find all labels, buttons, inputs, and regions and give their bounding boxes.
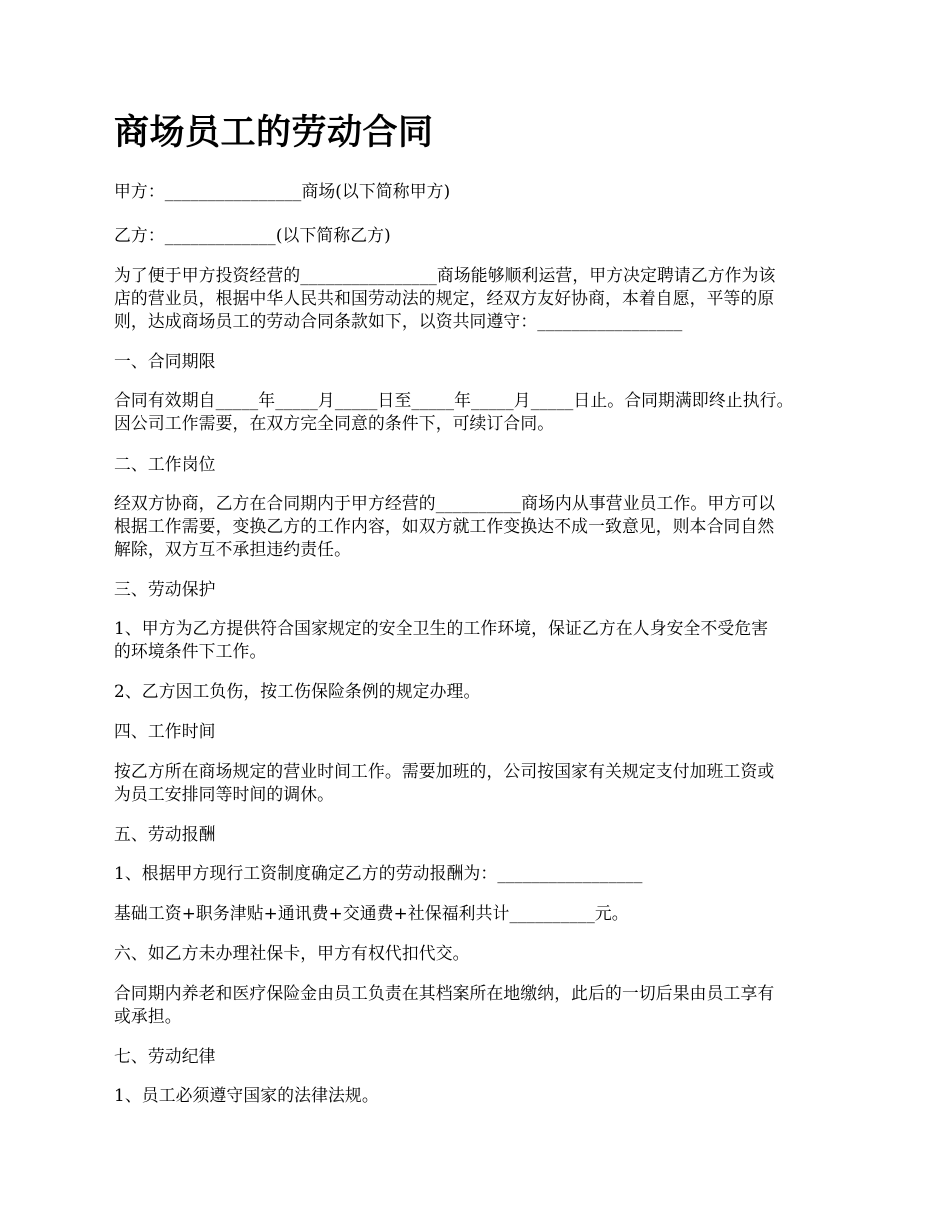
position-line-1: 经双方协商，乙方在合同期内于甲方经营的__________商场内从事营业员工作。甲方可以 xyxy=(114,493,776,513)
hours-line-2: 为员工安排同等时间的调休。 xyxy=(114,784,335,804)
term-line-2: 因公司工作需要，在双方完全同意的条件下，可续订合同。 xyxy=(114,413,555,433)
preamble-line-2: 店的营业员，根据中华人民共和国劳动法的规定，经双方友好协商，本着自愿，平等的原 xyxy=(114,288,775,308)
party-b-line: 乙方：_____________(以下简称乙方) xyxy=(114,225,391,245)
insurance-line-1: 合同期内养老和医疗保险金由员工负责在其档案所在地缴纳，此后的一切后果由员工享有 xyxy=(114,983,775,1003)
pay-item-1: 1、根据甲方现行工资制度确定乙方的劳动报酬为：_________________ xyxy=(114,863,643,883)
section-heading-2: 二、工作岗位 xyxy=(114,454,216,474)
section-heading-4: 四、工作时间 xyxy=(114,721,216,741)
section-heading-5: 五、劳动报酬 xyxy=(114,824,216,844)
discipline-item-1: 1、员工必须遵守国家的法律法规。 xyxy=(114,1085,379,1105)
preamble-line-1: 为了便于甲方投资经营的________________商场能够顺利运营，甲方决定聘请乙方作为该 xyxy=(114,265,776,285)
section-heading-1: 一、合同期限 xyxy=(114,351,216,371)
section-heading-7: 七、劳动纪律 xyxy=(114,1046,216,1066)
term-line-1: 合同有效期自_____年_____月_____日至_____年_____月_____日止。合同期满即终止执行。 xyxy=(114,390,794,410)
section-heading-6: 六、如乙方未办理社保卡，甲方有权代扣代交。 xyxy=(114,943,470,963)
hours-line-1: 按乙方所在商场规定的营业时间工作。需要加班的，公司按国家有关规定支付加班工资或 xyxy=(114,761,775,781)
position-line-2: 根据工作需要，变换乙方的工作内容，如双方就工作变换达不成一致意见，则本合同自然 xyxy=(114,516,775,536)
position-line-3: 解除，双方互不承担违约责任。 xyxy=(114,539,352,559)
protection-item-1-line-1: 1、甲方为乙方提供符合国家规定的安全卫生的工作环境，保证乙方在人身安全不受危害 xyxy=(114,618,769,638)
pay-breakdown: 基础工资+职务津贴+通讯费+交通费+社保福利共计__________元。 xyxy=(114,903,629,923)
protection-item-1-line-2: 的环境条件下工作。 xyxy=(114,641,267,661)
insurance-line-2: 或承担。 xyxy=(114,1006,182,1026)
protection-item-2: 2、乙方因工负伤，按工伤保险条例的规定办理。 xyxy=(114,681,481,701)
preamble-line-3: 则，达成商场员工的劳动合同条款如下，以资共同遵守：_________________ xyxy=(114,311,683,331)
party-a-line: 甲方：________________商场(以下简称甲方) xyxy=(114,181,451,201)
document-title: 商场员工的劳动合同 xyxy=(114,113,434,153)
section-heading-3: 三、劳动保护 xyxy=(114,579,216,599)
